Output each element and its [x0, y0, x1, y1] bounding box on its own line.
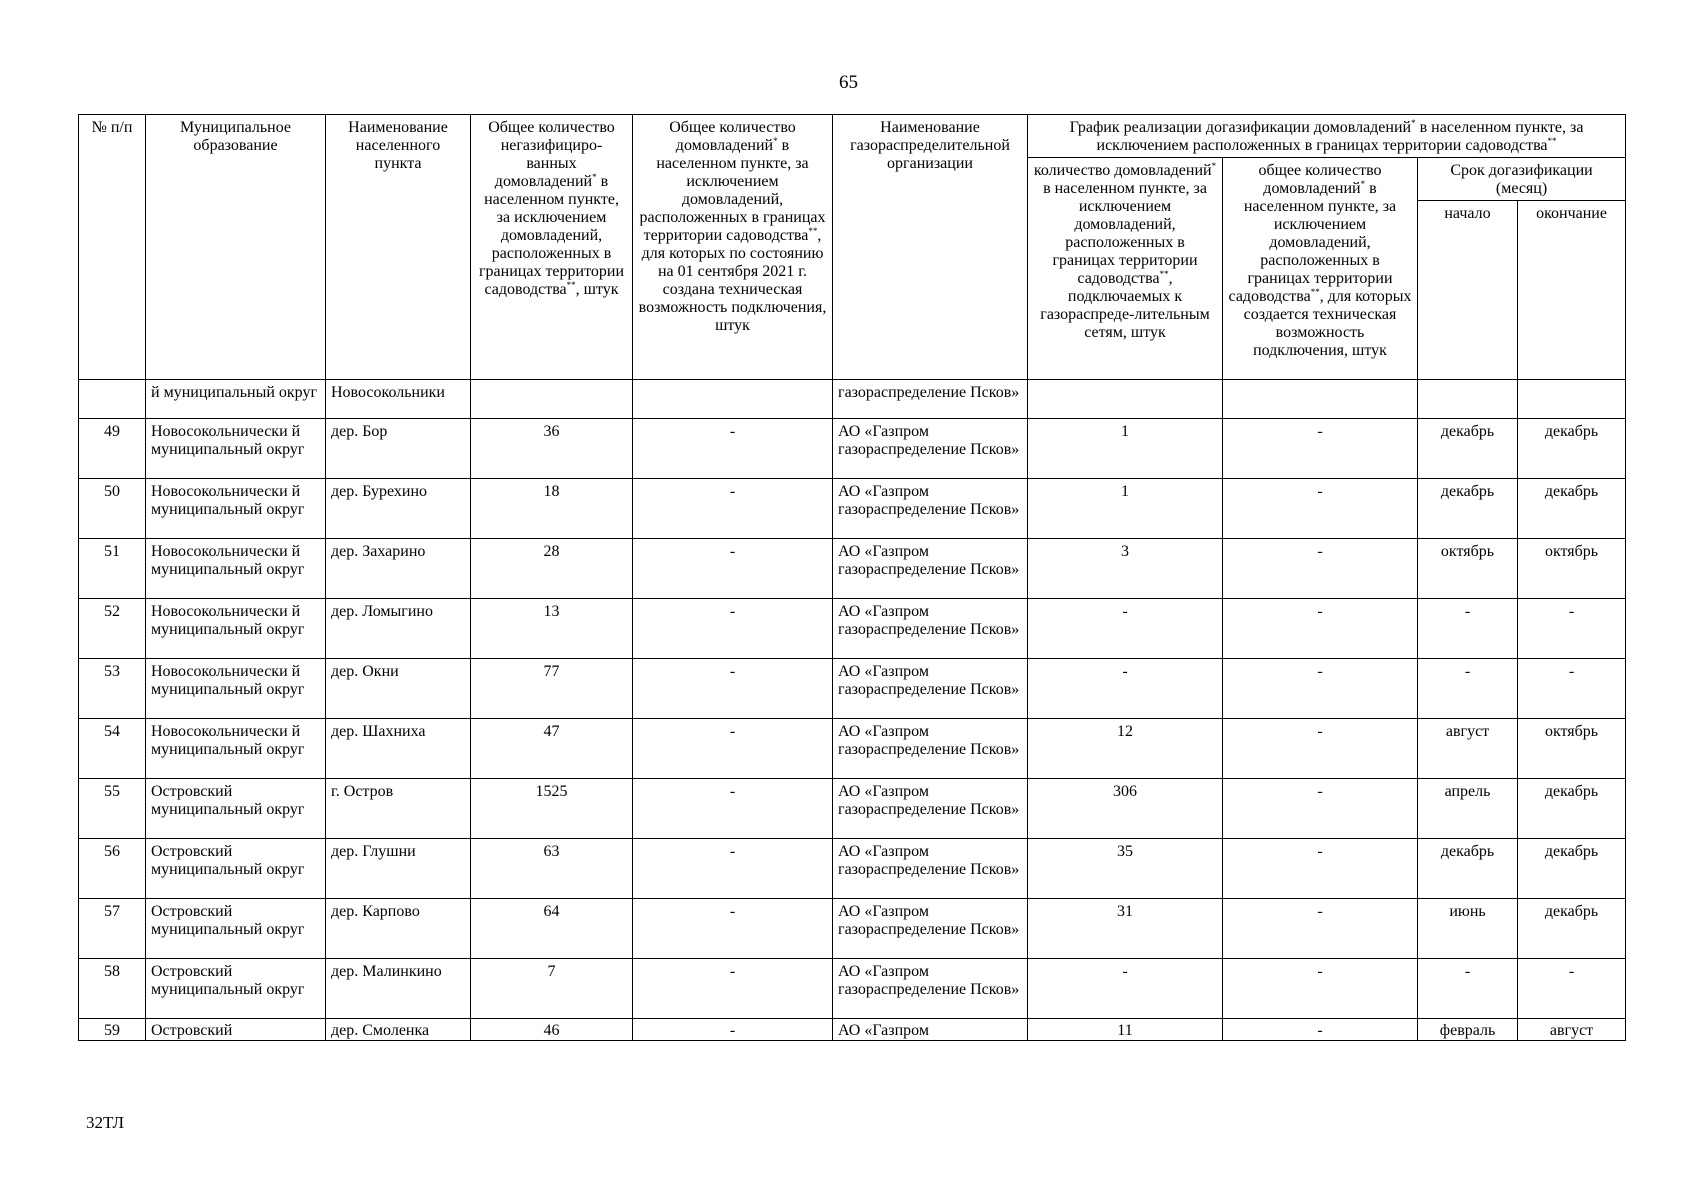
cell-start: июнь: [1418, 899, 1518, 959]
cell-municipality: Островский: [146, 1019, 326, 1041]
cell-connected: 306: [1028, 779, 1223, 839]
cell-created: -: [1223, 1019, 1418, 1041]
cell-connected: -: [1028, 959, 1223, 1019]
cell-municipality: Новосокольнически й муниципальный округ: [146, 419, 326, 479]
cell-total: 13: [471, 599, 633, 659]
cell-end: декабрь: [1518, 779, 1626, 839]
cell-municipality: Островский муниципальный округ: [146, 959, 326, 1019]
table-row: [79, 539, 1626, 599]
table-row: [79, 779, 1626, 839]
cell-municipality: Новосокольнически й муниципальный округ: [146, 599, 326, 659]
cell-start: декабрь: [1418, 839, 1518, 899]
header-total-created: общее количество домовладений* в населенном пункте, за исключением домовладений, расположенных в границах территории садоводства**, для которых создается техническая возможность подключения, штук: [1223, 158, 1418, 380]
table-header: [79, 115, 1626, 380]
cell-tech: -: [633, 779, 833, 839]
cell-gas-org: АО «Газпром газораспределение Псков»: [833, 899, 1028, 959]
cell-gas-org: АО «Газпром газораспределение Псков»: [833, 539, 1028, 599]
cell-start: декабрь: [1418, 479, 1518, 539]
header-schedule: График реализации догазификации домовладений* в населенном пункте, за исключением расположенных в границах территории садоводства**: [1028, 115, 1626, 158]
table-row: [79, 719, 1626, 779]
cell-tech: -: [633, 659, 833, 719]
cell-created: -: [1223, 659, 1418, 719]
cell-municipality: Островский муниципальный округ: [146, 779, 326, 839]
table-row: [79, 479, 1626, 539]
cell-gas-org: АО «Газпром: [833, 1019, 1028, 1041]
cell-total: 28: [471, 539, 633, 599]
header-municipality: Муниципальное образование: [146, 115, 326, 380]
cell-settlement: дер. Ломыгино: [326, 599, 471, 659]
cell-settlement: дер. Окни: [326, 659, 471, 719]
table-row-continuation: [79, 380, 1626, 419]
cell-tech: -: [633, 1019, 833, 1041]
cell-start: -: [1418, 959, 1518, 1019]
cell-gas-org: АО «Газпром газораспределение Псков»: [833, 419, 1028, 479]
cell-created: -: [1223, 719, 1418, 779]
cell-municipality: Новосокольнически й муниципальный округ: [146, 719, 326, 779]
cell-municipality: Новосокольнически й муниципальный округ: [146, 479, 326, 539]
cell-settlement: дер. Захарино: [326, 539, 471, 599]
cell-total: 36: [471, 419, 633, 479]
table-row: [79, 659, 1626, 719]
header-num: № п/п: [79, 115, 146, 380]
cell-gas-org: АО «Газпром газораспределение Псков»: [833, 599, 1028, 659]
cell-created: -: [1223, 959, 1418, 1019]
cell-start: -: [1418, 599, 1518, 659]
header-gas-org: Наименование газораспределительной организации: [833, 115, 1028, 380]
header-start: начало: [1418, 201, 1518, 380]
cell-gas-org: АО «Газпром газораспределение Псков»: [833, 839, 1028, 899]
cell-end: октябрь: [1518, 539, 1626, 599]
table-row: [79, 599, 1626, 659]
header-total-non-gasified: Общее количество негазифициро-ванных домовладений* в населенном пункте, за исключением домовладений, расположенных в границах территории садоводства**, штук: [471, 115, 633, 380]
table-row: [79, 959, 1626, 1019]
cell-total: 47: [471, 719, 633, 779]
cell-created: -: [1223, 419, 1418, 479]
cell-municipality: Новосокольнически й муниципальный округ: [146, 659, 326, 719]
cell-settlement: дер. Бор: [326, 419, 471, 479]
cell-num: 54: [79, 719, 146, 779]
header-deadline: Срок догазификации (месяц): [1418, 158, 1626, 201]
cell-num: 53: [79, 659, 146, 719]
cell-start: -: [1418, 659, 1518, 719]
cell-end: декабрь: [1518, 479, 1626, 539]
cell-created: -: [1223, 599, 1418, 659]
cell-gas-org: АО «Газпром газораспределение Псков»: [833, 959, 1028, 1019]
cell-settlement: дер. Карпово: [326, 899, 471, 959]
cell-settlement: дер. Смоленка: [326, 1019, 471, 1041]
cell-total: 77: [471, 659, 633, 719]
cell-tech: -: [633, 899, 833, 959]
cell-tech: -: [633, 539, 833, 599]
gasification-table: [78, 114, 1626, 1041]
cell-start: октябрь: [1418, 539, 1518, 599]
cell-num: 56: [79, 839, 146, 899]
cell-num: 51: [79, 539, 146, 599]
cell-settlement: дер. Шахниха: [326, 719, 471, 779]
cell-total: 7: [471, 959, 633, 1019]
cell-total: 63: [471, 839, 633, 899]
cell-num: 59: [79, 1019, 146, 1041]
cell-end: -: [1518, 659, 1626, 719]
cell-num: 58: [79, 959, 146, 1019]
cell-municipality: Островский муниципальный округ: [146, 839, 326, 899]
cell-settlement: дер. Бурехино: [326, 479, 471, 539]
cell-num: 50: [79, 479, 146, 539]
cell-tech: -: [633, 719, 833, 779]
header-end: окончание: [1518, 201, 1626, 380]
cell-created: -: [1223, 479, 1418, 539]
header-settlement: Наименование населенного пункта: [326, 115, 471, 380]
cell-connected: 3: [1028, 539, 1223, 599]
cell-end: декабрь: [1518, 899, 1626, 959]
cell-settlement: дер. Малинкино: [326, 959, 471, 1019]
cell-gas-org: АО «Газпром газораспределение Псков»: [833, 479, 1028, 539]
cell-created: -: [1223, 899, 1418, 959]
cell-start: февраль: [1418, 1019, 1518, 1041]
table-row: [79, 1019, 1626, 1041]
cell-tech: -: [633, 419, 833, 479]
cell-num: 57: [79, 899, 146, 959]
cell-gas-org: АО «Газпром газораспределение Псков»: [833, 779, 1028, 839]
cell-num: 55: [79, 779, 146, 839]
cell-tech: -: [633, 839, 833, 899]
cell-created: -: [1223, 539, 1418, 599]
cell-end: август: [1518, 1019, 1626, 1041]
cell-connected: 12: [1028, 719, 1223, 779]
cell-start: декабрь: [1418, 419, 1518, 479]
table-body-rows: [79, 419, 1626, 1019]
cell-end: -: [1518, 959, 1626, 1019]
cell-end: октябрь: [1518, 719, 1626, 779]
table-body: [79, 380, 1626, 419]
cell-total: 64: [471, 899, 633, 959]
cell-municipality: Новосокольнически й муниципальный округ: [146, 539, 326, 599]
cell-connected: 35: [1028, 839, 1223, 899]
header-connected: количество домовладений* в населенном пункте, за исключением домовладений, расположенных в границах территории садоводства**, подключаемых к газораспреде-лительным сетям, штук: [1028, 158, 1223, 380]
cell-settlement: г. Остров: [326, 779, 471, 839]
cell-end: -: [1518, 599, 1626, 659]
cell-municipality: й муниципальный округ: [146, 380, 326, 419]
cell-connected: -: [1028, 659, 1223, 719]
cell-tech: -: [633, 959, 833, 1019]
cell-num: 52: [79, 599, 146, 659]
table-row: [79, 839, 1626, 899]
table-row: [79, 899, 1626, 959]
header-total-tech-possible: Общее количество домовладений* в населенном пункте, за исключением домовладений, расположенных в границах территории садоводства**, для которых по состоянию на 01 сентября 2021 г. создана техническая возможность подключения, штук: [633, 115, 833, 380]
table-row: [79, 419, 1626, 479]
cell-end: декабрь: [1518, 419, 1626, 479]
cell-total: 46: [471, 1019, 633, 1041]
cell-gas-org: АО «Газпром газораспределение Псков»: [833, 659, 1028, 719]
cell-total: 1525: [471, 779, 633, 839]
cell-connected: 11: [1028, 1019, 1223, 1041]
cell-connected: 1: [1028, 419, 1223, 479]
cell-end: декабрь: [1518, 839, 1626, 899]
footer-code: 32ТЛ: [86, 1113, 125, 1132]
cell-created: -: [1223, 779, 1418, 839]
cell-municipality: Островский муниципальный округ: [146, 899, 326, 959]
cell-settlement: Новосокольники: [326, 380, 471, 419]
cell-created: -: [1223, 839, 1418, 899]
cell-num: 49: [79, 419, 146, 479]
cell-start: апрель: [1418, 779, 1518, 839]
cell-tech: -: [633, 479, 833, 539]
cell-tech: -: [633, 599, 833, 659]
cell-settlement: дер. Глушни: [326, 839, 471, 899]
cell-gas-org: АО «Газпром газораспределение Псков»: [833, 719, 1028, 779]
cell-start: август: [1418, 719, 1518, 779]
cell-total: 18: [471, 479, 633, 539]
table-body-last: [79, 1019, 1626, 1041]
page-number: 65: [839, 72, 858, 93]
cell-connected: 31: [1028, 899, 1223, 959]
cell-connected: -: [1028, 599, 1223, 659]
cell-gas-org: газораспределение Псков»: [833, 380, 1028, 419]
cell-connected: 1: [1028, 479, 1223, 539]
